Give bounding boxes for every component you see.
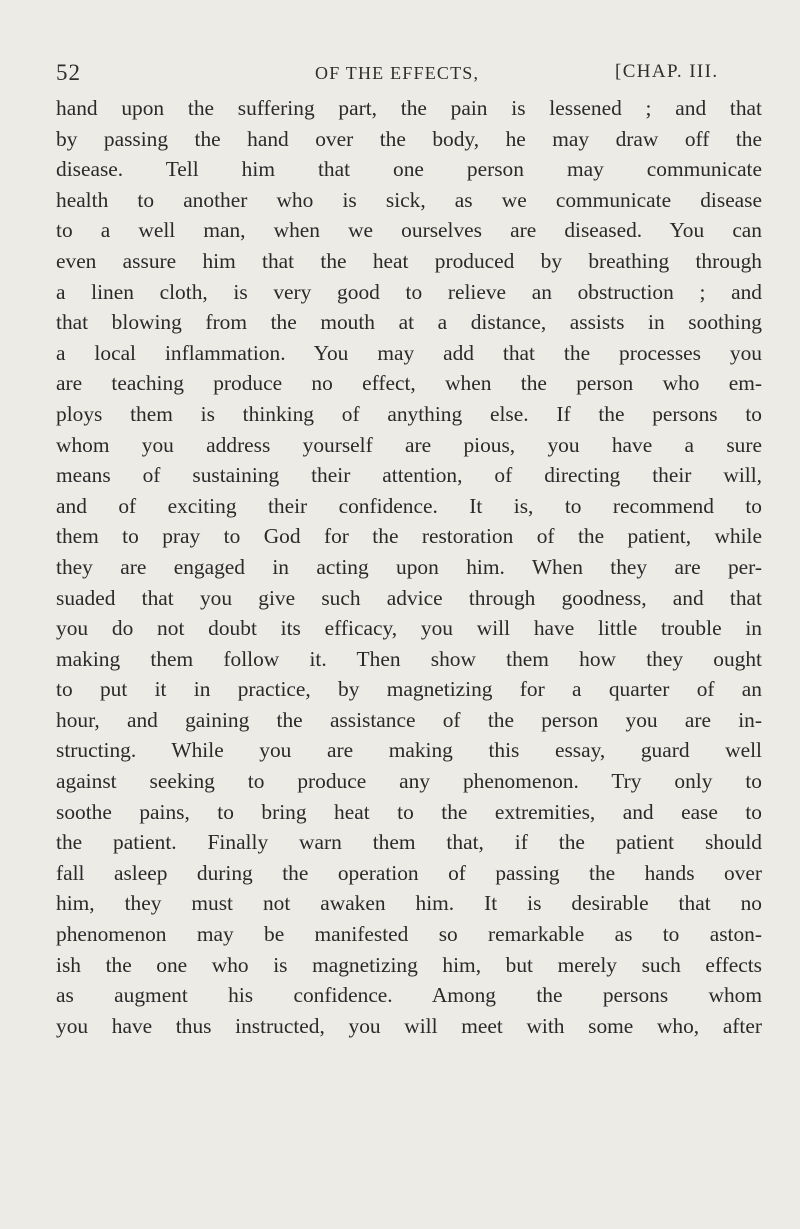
running-head xyxy=(56,60,766,90)
text-line: a local inflammation. You may add that the processes you xyxy=(56,340,762,365)
text-line: you have thus instructed, you will meet with some who, after xyxy=(56,1013,762,1038)
text-line: health to another who is sick, as we communicate disease xyxy=(56,187,762,212)
body-text xyxy=(56,93,762,1041)
text-line: making them follow it. Then show them how they ought xyxy=(56,646,762,671)
text-line: and of exciting their confidence. It is, to recommend to xyxy=(56,493,762,518)
text-line: as augment his confidence. Among the persons whom xyxy=(56,983,762,1008)
text-line: phenomenon may be manifested so remarkable as to aston- xyxy=(56,922,762,947)
text-line: are teaching produce no effect, when the person who em- xyxy=(56,371,762,396)
text-line: they are engaged in acting upon him. When they are per- xyxy=(56,554,762,579)
running-head-chapter: [CHAP. III. xyxy=(615,61,719,82)
text-line: you do not doubt its efficacy, you will have little trouble in xyxy=(56,616,762,641)
text-line: to a well man, when we ourselves are diseased. You can xyxy=(56,218,762,243)
text-line: hand upon the suffering part, the pain is lessened ; and that xyxy=(56,96,762,120)
text-line: to put it in practice, by magnetizing for a quarter of an xyxy=(56,677,762,702)
text-line: even assure him that the heat produced by breathing through xyxy=(56,248,762,273)
text-line: soothe pains, to bring heat to the extremities, and ease to xyxy=(56,799,762,824)
text-line: the patient. Finally warn them that, if the patient should xyxy=(56,830,762,855)
text-line: suaded that you give such advice through goodness, and that xyxy=(56,585,762,610)
text-line: hour, and gaining the assistance of the person you are in- xyxy=(56,707,762,732)
text-line: ish the one who is magnetizing him, but merely such effects xyxy=(56,952,762,977)
text-line: him, they must not awaken him. It is desirable that no xyxy=(56,891,762,916)
page-number: 52 xyxy=(56,60,81,85)
running-head-title: OF THE EFFECTS, xyxy=(315,63,480,83)
text-line: a linen cloth, is very good to relieve an obstruction ; and xyxy=(56,279,762,304)
text-line: fall asleep during the operation of passing the hands over xyxy=(56,860,762,885)
text-line: structing. While you are making this essay, guard well xyxy=(56,738,762,763)
text-line: them to pray to God for the restoration of the patient, while xyxy=(56,524,762,549)
text-line: whom you address yourself are pious, you have a sure xyxy=(56,432,762,457)
text-line: that blowing from the mouth at a distance, assists in soothing xyxy=(56,310,762,335)
text-line: ploys them is thinking of anything else. If the persons to xyxy=(56,401,762,426)
text-line: by passing the hand over the body, he may draw off the xyxy=(56,126,762,151)
text-line: against seeking to produce any phenomenon. Try only to xyxy=(56,769,762,794)
text-line: means of sustaining their attention, of directing their will, xyxy=(56,463,762,488)
text-line: disease. Tell him that one person may communicate xyxy=(56,157,762,182)
